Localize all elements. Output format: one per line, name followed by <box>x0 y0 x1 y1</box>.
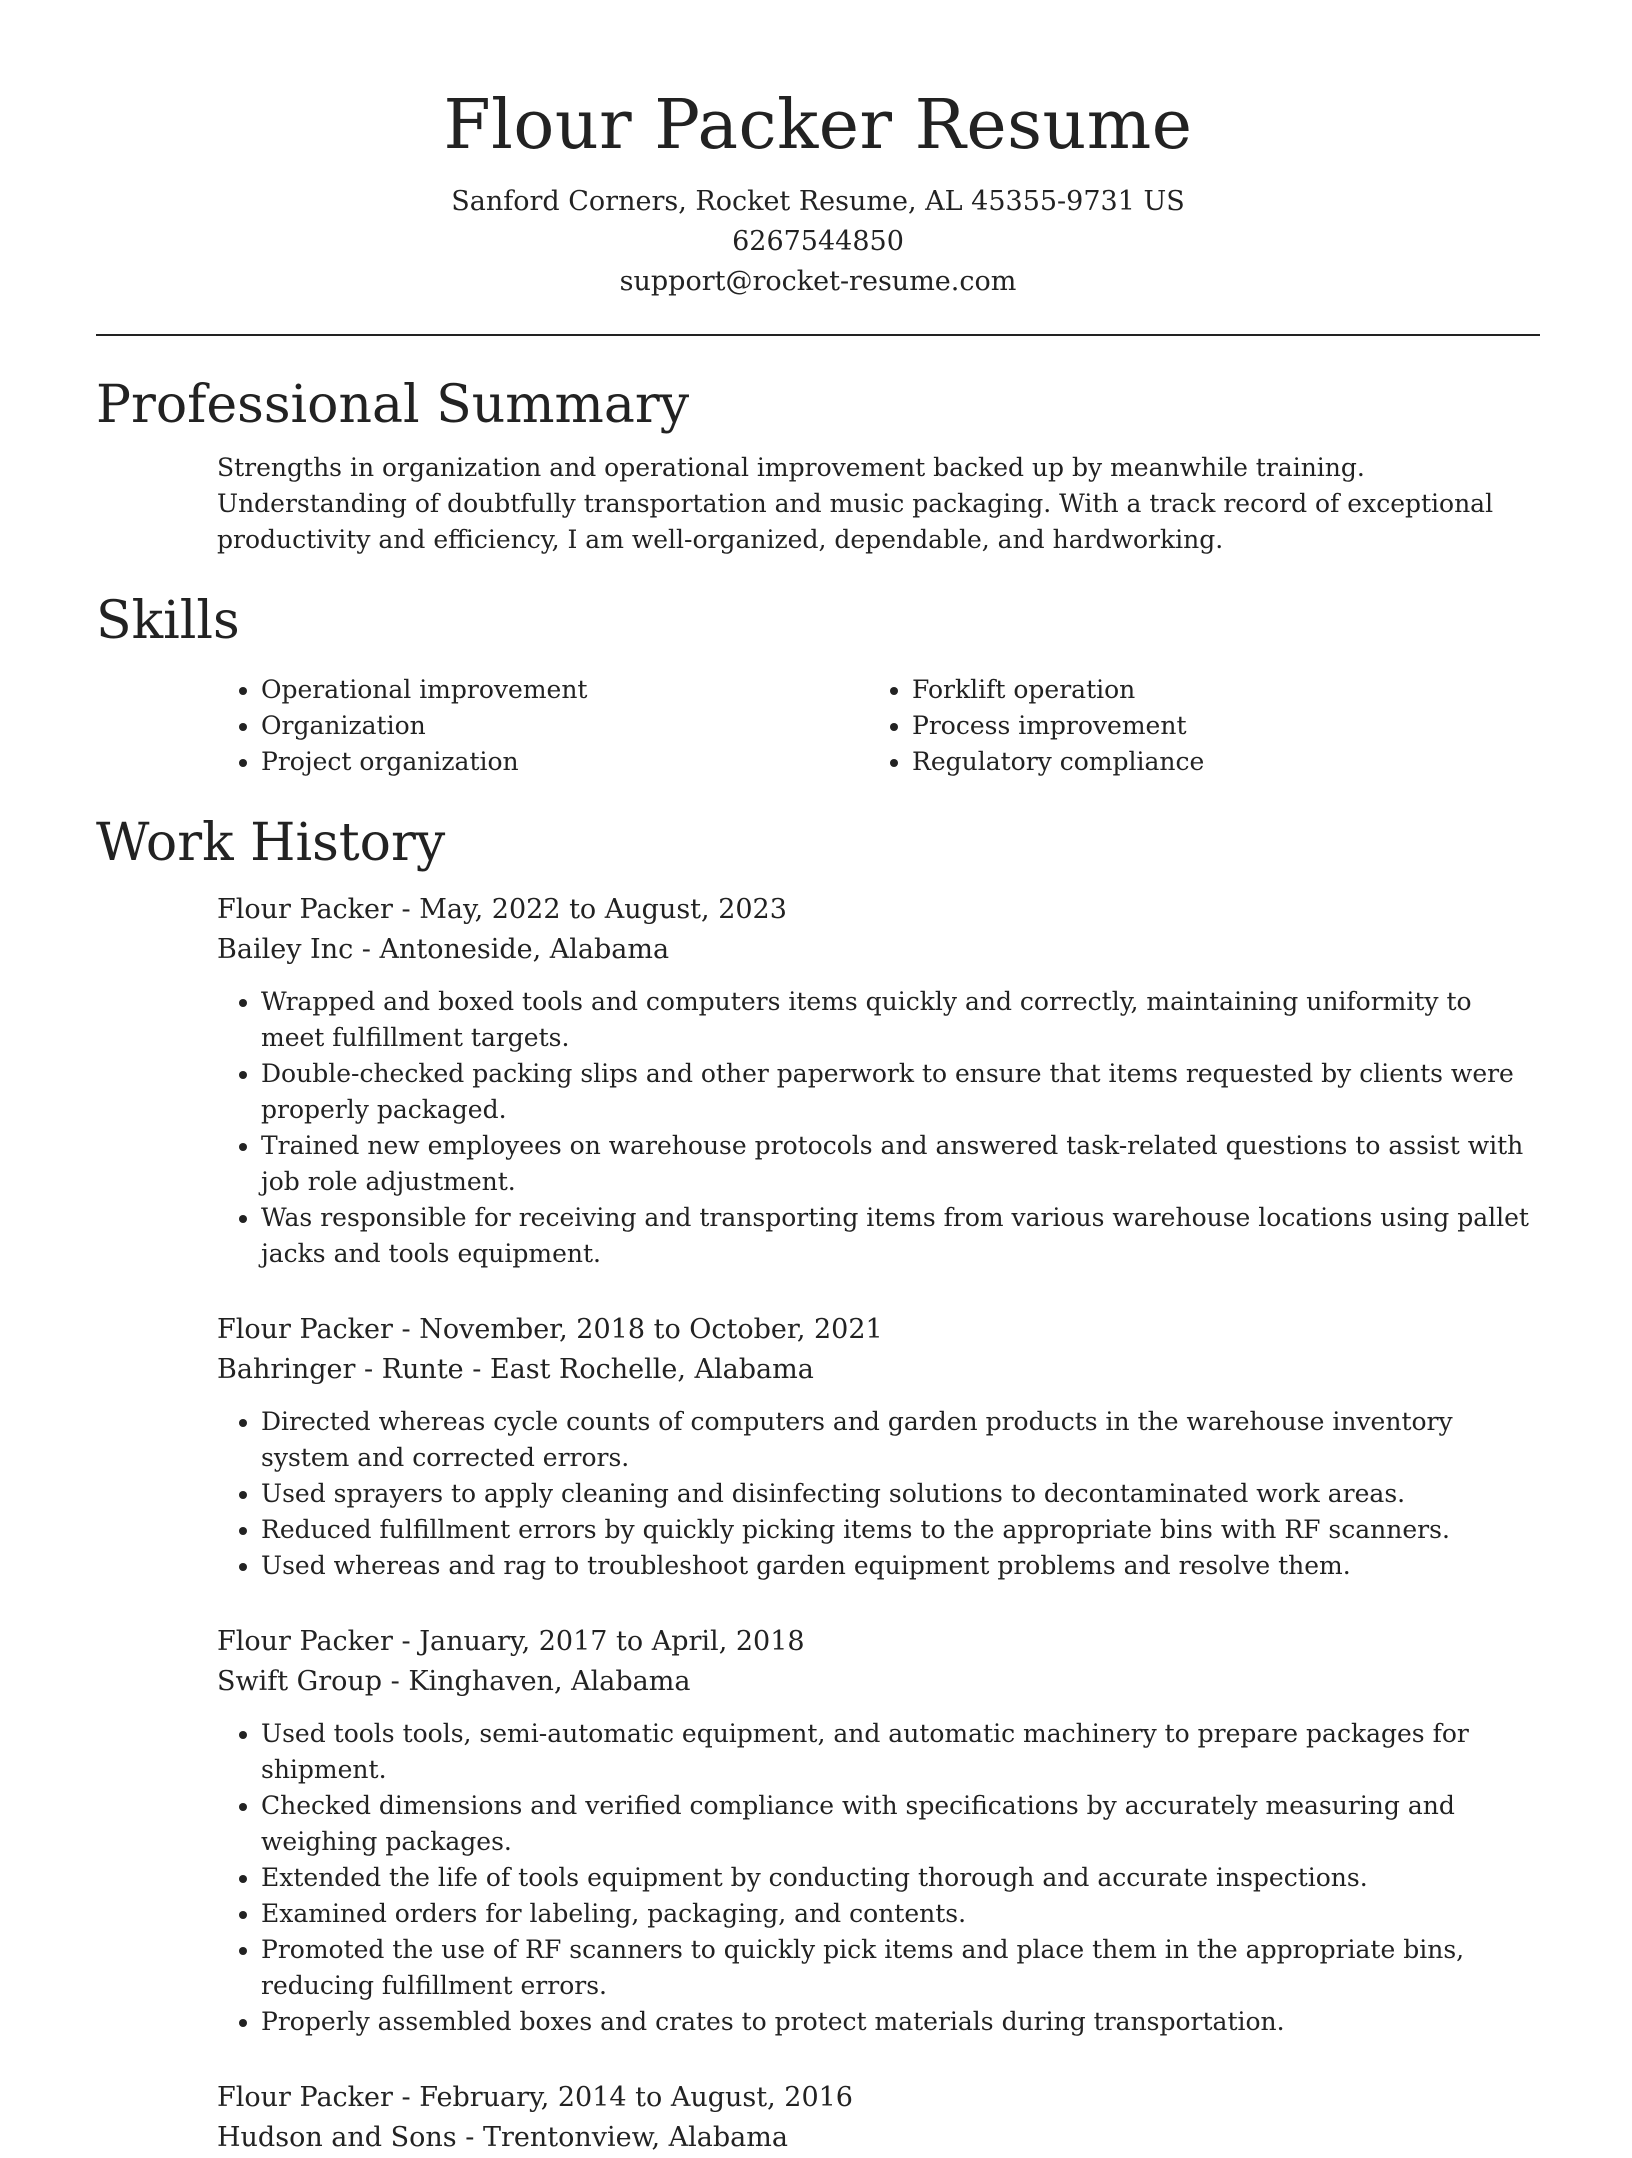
job-bullet: • Was responsible for receiving and transporting items from various warehouse locations using pallet jacks and tools equipment. <box>261 1200 1540 1272</box>
summary-text: Strengths in organization and operational improvement backed up by meanwhile training. Understanding of doubtfully transportation and music packaging. With a track record of exceptional productivity and efficiency, I am well-organized, dependable, and hardworking. <box>217 453 1494 554</box>
job-entry <box>217 1622 1540 2040</box>
job-bullet: • Used sprayers to apply cleaning and disinfecting solutions to decontaminated work areas. <box>261 1476 1540 1512</box>
skill-item: • Forklift operation <box>912 672 1519 708</box>
job-company-line: Bahringer - Runte - East Rochelle, Alabama <box>217 1354 814 1385</box>
job-company-line: Swift Group - Kinghaven, Alabama <box>217 1666 691 1697</box>
job-company-line: Hudson and Sons - Trentonview, Alabama <box>217 2122 788 2153</box>
job-bullets <box>217 984 1540 1272</box>
job-bullet: • Wrapped and boxed tools and computers items quickly and correctly, maintaining uniformity to meet fulfillment targets. <box>261 984 1540 1056</box>
job-title-line: Flour Packer - February, 2014 to August, 2016 <box>217 2082 853 2113</box>
job-company-line: Bailey Inc - Antoneside, Alabama <box>217 934 670 965</box>
work-history-heading: Work History <box>96 813 446 873</box>
skills-list-left <box>217 672 868 780</box>
job-bullet: • Double-checked packing slips and other paperwork to ensure that items requested by clients were properly packaged. <box>261 1056 1540 1128</box>
skill-item: • Operational improvement <box>261 672 868 708</box>
job-bullet: • Directed whereas cycle counts of computers and garden products in the warehouse inventory system and corrected errors. <box>261 1404 1540 1476</box>
job-bullet: • Promoted the use of RF scanners to quickly pick items and place them in the appropriate bins, reducing fulfillment errors. <box>261 1932 1540 2004</box>
contact-address: Sanford Corners, Rocket Resume, AL 45355-9731 US <box>451 186 1185 217</box>
skills-list-right <box>868 672 1519 780</box>
skills-heading: Skills <box>96 591 240 651</box>
skill-item: • Regulatory compliance <box>912 744 1519 780</box>
job-entry <box>217 2078 1540 2158</box>
resume-header <box>96 0 1540 302</box>
job-bullet: • Examined orders for labeling, packaging, and contents. <box>261 1896 1540 1932</box>
job-bullet: • Checked dimensions and verified compliance with specifications by accurately measuring and weighing packages. <box>261 1788 1540 1860</box>
job-bullet: • Used whereas and rag to troubleshoot garden equipment problems and resolve them. <box>261 1548 1540 1584</box>
job-title-line: Flour Packer - January, 2017 to April, 2018 <box>217 1626 805 1657</box>
summary-heading: Professional Summary <box>96 375 690 435</box>
job-bullet: • Used tools tools, semi-automatic equipment, and automatic machinery to prepare packages for shipment. <box>261 1716 1540 1788</box>
job-bullet: • Trained new employees on warehouse protocols and answered task-related questions to assist with job role adjustment. <box>261 1128 1540 1200</box>
resume-title: Flour Packer Resume <box>443 86 1193 165</box>
skill-item: • Organization <box>261 708 868 744</box>
job-bullet: • Reduced fulfillment errors by quickly picking items to the appropriate bins with RF scanners. <box>261 1512 1540 1548</box>
skill-item: • Process improvement <box>912 708 1519 744</box>
job-entry <box>217 890 1540 1272</box>
resume-page <box>96 0 1540 2158</box>
job-bullet: • Extended the life of tools equipment by conducting thorough and accurate inspections. <box>261 1860 1540 1896</box>
skill-item: • Project organization <box>261 744 868 780</box>
work-history-list <box>217 890 1540 2158</box>
job-title-line: Flour Packer - November, 2018 to October, 2021 <box>217 1314 883 1345</box>
header-divider <box>96 334 1540 336</box>
skills-grid <box>217 672 1540 780</box>
job-bullets <box>217 1404 1540 1584</box>
contact-phone: 6267544850 <box>732 226 904 257</box>
job-bullet: • Properly assembled boxes and crates to protect materials during transportation. <box>261 2004 1540 2040</box>
job-bullets <box>217 1716 1540 2040</box>
contact-email: support@rocket-resume.com <box>619 266 1017 297</box>
job-entry <box>217 1310 1540 1584</box>
job-title-line: Flour Packer - May, 2022 to August, 2023 <box>217 894 787 925</box>
contact-block <box>96 182 1540 302</box>
